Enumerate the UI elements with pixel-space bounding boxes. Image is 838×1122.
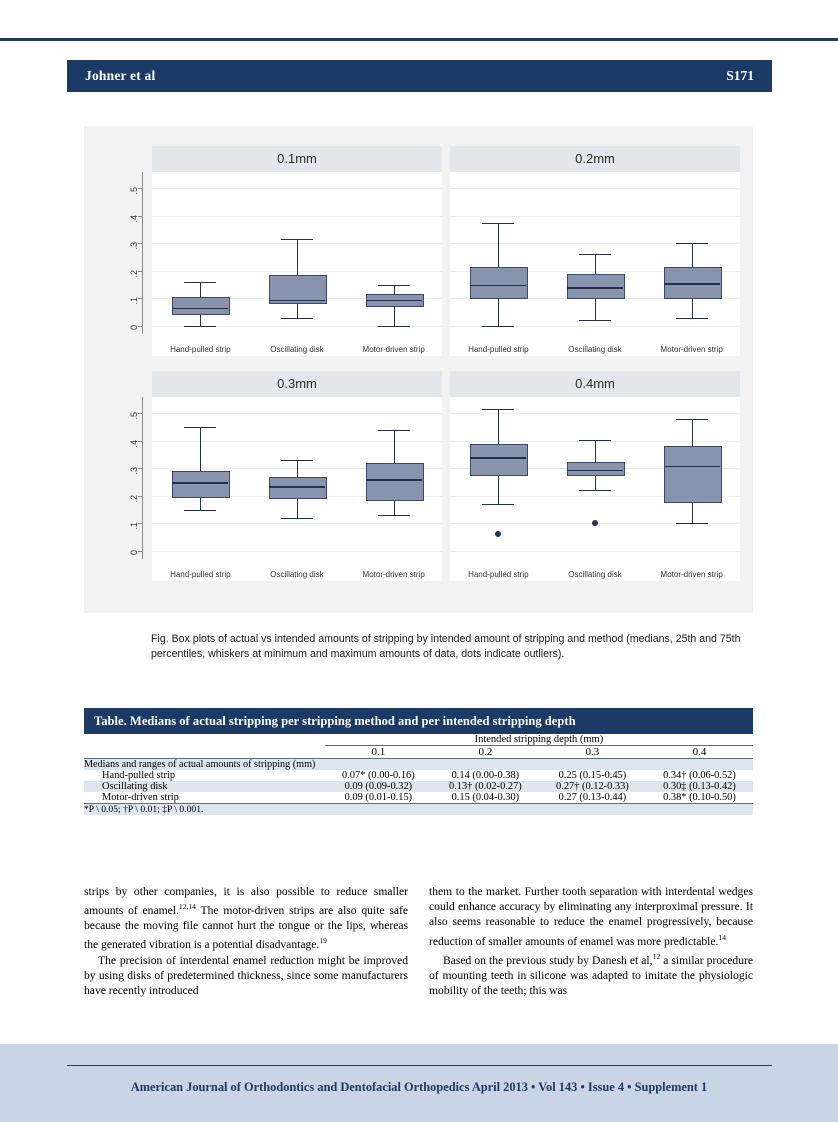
x-axis-label: Motor-driven strip xyxy=(660,570,723,579)
box-Hand-pulled strip xyxy=(172,471,230,498)
x-axis-label: Hand-pulled strip xyxy=(170,345,231,354)
y-tick-label: .3 xyxy=(129,242,139,250)
y-tick-label: .1 xyxy=(129,522,139,530)
table-col-0.2: 0.2 xyxy=(432,746,539,759)
gridline xyxy=(152,523,442,524)
chart-panel-0.2mm xyxy=(450,146,740,356)
x-axis-label: Hand-pulled strip xyxy=(468,570,529,579)
whisker-cap xyxy=(281,239,313,240)
whisker-cap xyxy=(676,318,708,319)
median-line xyxy=(567,470,623,472)
whisker-cap xyxy=(482,409,514,410)
footer-citation: American Journal of Orthodontics and Dentofacial Orthopedics April 2013 • Vol 143 • Issue 4 • Supplement 1 xyxy=(130,1080,708,1094)
y-tick-label: .5 xyxy=(129,412,139,420)
box-Oscillating disk xyxy=(567,462,625,476)
table-note-row xyxy=(84,804,753,816)
cell: 0.27† (0.12-0.33) xyxy=(556,781,629,792)
cell: 0.14 (0.00-0.38) xyxy=(451,770,520,781)
median-line xyxy=(366,300,422,302)
gridline xyxy=(450,216,740,217)
outlier-dot xyxy=(495,531,501,537)
gridline xyxy=(152,216,442,217)
gridline xyxy=(152,188,442,189)
cell: 0.34† (0.06-0.52) xyxy=(663,770,736,781)
whisker-cap xyxy=(579,440,611,441)
whisker-cap xyxy=(482,223,514,224)
table-block xyxy=(84,708,753,815)
whisker-cap xyxy=(281,518,313,519)
plot-area xyxy=(450,172,740,334)
x-axis-label: Oscillating disk xyxy=(568,570,622,579)
whisker-cap xyxy=(378,430,410,431)
median-line xyxy=(664,466,720,468)
whisker-cap xyxy=(482,504,514,505)
table-column-header-row xyxy=(84,746,753,759)
plot-area xyxy=(152,172,442,334)
body-column-left xyxy=(84,884,408,998)
header-author: Johner et al xyxy=(85,68,156,83)
paragraph: The precision of interdental enamel reduction might be improved by using disks of predetermined thickness, since some manufacturers have recently introduced xyxy=(84,953,408,997)
median-line xyxy=(567,287,623,289)
cell: 0.09 (0.09-0.32) xyxy=(344,781,413,792)
whisker-cap xyxy=(281,460,313,461)
y-tick-label: .5 xyxy=(129,187,139,195)
x-axis-label: Motor-driven strip xyxy=(362,345,425,354)
cell: 0.30‡ (0.13-0.42) xyxy=(663,781,736,792)
box-Motor-driven strip xyxy=(664,446,722,503)
whisker-cap xyxy=(579,254,611,255)
y-axis xyxy=(142,172,143,334)
median-line xyxy=(366,479,422,481)
median-line xyxy=(664,283,720,285)
gridline xyxy=(152,441,442,442)
whisker-cap xyxy=(676,523,708,524)
y-tick-label: .2 xyxy=(129,494,139,503)
panel-title: 0.3mm xyxy=(152,371,442,397)
y-tick-label: .1 xyxy=(129,297,139,305)
y-tick-label: 0 xyxy=(129,549,139,555)
body-column-right xyxy=(429,884,753,998)
table-footnote: *P \ 0.05; †P \ 0.01; ‡P \ 0.001. xyxy=(84,804,204,815)
table-row xyxy=(84,792,753,804)
cell: 0.38* (0.10-0.50) xyxy=(646,792,753,804)
box-Motor-driven strip xyxy=(366,463,424,501)
row-label: Hand-pulled strip xyxy=(102,770,176,781)
y-axis xyxy=(142,397,143,559)
whisker-cap xyxy=(676,243,708,244)
y-tick-label: .4 xyxy=(129,214,139,223)
median-line xyxy=(172,308,228,310)
cell: 0.27 (0.13-0.44) xyxy=(539,792,646,804)
footer-rule xyxy=(67,1065,772,1067)
table-col-0.4: 0.4 xyxy=(646,746,753,759)
whisker-cap xyxy=(184,282,216,283)
whisker-cap xyxy=(281,318,313,319)
whisker-cap xyxy=(378,515,410,516)
gridline xyxy=(450,551,740,552)
results-table xyxy=(84,734,753,815)
table-row xyxy=(84,770,753,781)
gridline xyxy=(450,413,740,414)
whisker-cap xyxy=(184,510,216,511)
whisker-cap xyxy=(378,326,410,327)
paragraph: them to the market. Further tooth separation with interdental wedges could enhance accuracy by eliminating any interproximal pressure. It also seems reasonable to reduce the enamel progressively, because reduction of smaller amounts of enamel was more predictable.$^{14}$ xyxy=(429,885,753,948)
paragraph: Based on the previous study by Danesh et al,$^{12}$ a similar procedure of mounting teeth in silicone was adapted to imitate the physiologic mobility of the teeth; this was xyxy=(429,951,754,997)
table-section-row xyxy=(84,759,753,771)
cell: 0.25 (0.15-0.45) xyxy=(558,770,627,781)
x-axis-label: Oscillating disk xyxy=(270,570,324,579)
table-row xyxy=(84,781,753,792)
table-section-label: Medians and ranges of actual amounts of stripping (mm) xyxy=(84,759,316,770)
y-tick-label: .4 xyxy=(129,439,139,448)
y-tick-label: 0 xyxy=(129,324,139,330)
gridline xyxy=(152,413,442,414)
panel-title: 0.1mm xyxy=(152,146,442,172)
figure-boxplots xyxy=(84,126,753,613)
cell: 0.13† (0.02-0.27) xyxy=(449,781,522,792)
whisker-cap xyxy=(378,285,410,286)
cell: 0.09 (0.01-0.15) xyxy=(325,792,432,804)
panel-title: 0.2mm xyxy=(450,146,740,172)
box-Oscillating disk xyxy=(269,477,327,500)
row-label: Motor-driven strip xyxy=(84,792,325,804)
chart-panel-0.1mm xyxy=(152,146,442,356)
median-line xyxy=(172,482,228,484)
chart-panel-0.3mm xyxy=(152,371,442,581)
figure-caption: Fig. Box plots of actual vs intended amounts of stripping by intended amount of stripping and method (medians, 25th and 75th percentiles, whiskers at minimum and maximum amounts of data, dots indicate outliers). xyxy=(151,633,741,660)
table-col-0.3: 0.3 xyxy=(539,746,646,759)
median-line xyxy=(470,285,526,287)
whisker-cap xyxy=(184,326,216,327)
x-axis-label: Oscillating disk xyxy=(270,345,324,354)
table-group-header: Intended stripping depth (mm) xyxy=(325,734,753,746)
table-group-header-row xyxy=(84,734,753,746)
box-Oscillating disk xyxy=(567,274,625,299)
table-title: Table. Medians of actual stripping per stripping method and per intended stripping depth xyxy=(84,708,753,734)
x-axis-label: Hand-pulled strip xyxy=(170,570,231,579)
panel-title: 0.4mm xyxy=(450,371,740,397)
running-header xyxy=(67,60,772,92)
cell: 0.07* (0.00-0.16) xyxy=(341,770,415,781)
header-page-number: S171 xyxy=(726,68,754,83)
paragraph: strips by other companies, it is also possible to reduce smaller amounts of enamel.$^{12,14}$ The motor-driven strips are also quite safe because the moving file cannot hurt the tongue or the lips, whereas the generated vibration is a potential disadvantage.$^{19}$ xyxy=(84,885,409,952)
chart-panel-0.4mm xyxy=(450,371,740,581)
median-line xyxy=(269,300,325,302)
box-Hand-pulled strip xyxy=(172,297,230,315)
whisker-cap xyxy=(579,320,611,321)
y-tick-label: .2 xyxy=(129,269,139,278)
whisker-cap xyxy=(579,490,611,491)
plot-area xyxy=(450,397,740,559)
x-axis-label: Oscillating disk xyxy=(568,345,622,354)
box-Hand-pulled strip xyxy=(470,267,528,299)
x-axis-label: Motor-driven strip xyxy=(660,345,723,354)
gridline xyxy=(152,551,442,552)
whisker-cap xyxy=(482,326,514,327)
row-label: Oscillating disk xyxy=(102,781,168,792)
median-line xyxy=(470,457,526,459)
top-rule xyxy=(0,38,838,41)
median-line xyxy=(269,486,325,488)
y-tick-label: .3 xyxy=(129,467,139,475)
cell: 0.15 (0.04-0.30) xyxy=(432,792,539,804)
x-axis-label: Motor-driven strip xyxy=(362,570,425,579)
table-col-0.1: 0.1 xyxy=(325,746,432,759)
plot-area xyxy=(152,397,442,559)
x-axis-label: Hand-pulled strip xyxy=(468,345,529,354)
box-Hand-pulled strip xyxy=(470,444,528,476)
whisker-cap xyxy=(184,427,216,428)
gridline xyxy=(450,188,740,189)
whisker-cap xyxy=(676,419,708,420)
outlier-dot xyxy=(592,520,598,526)
